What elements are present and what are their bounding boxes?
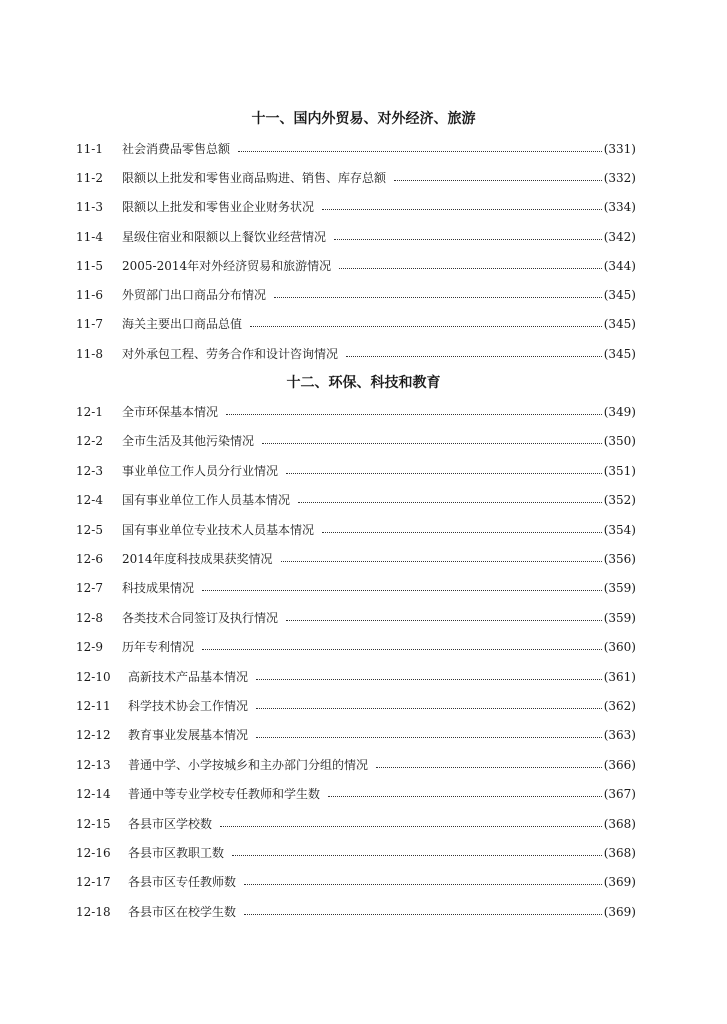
entry-number: 12-5 [76, 523, 103, 537]
entry-title: 外贸部门出口商品分布情况 [122, 288, 267, 302]
dot-leader [238, 150, 602, 152]
toc-entry[interactable] [76, 696, 636, 716]
entry-number: 12-11 [76, 699, 111, 713]
entry-title: 海关主要出口商品总值 [122, 317, 243, 331]
toc-entry[interactable] [76, 314, 636, 334]
entry-title: 普通中学、小学按城乡和主办部门分组的情况 [128, 758, 369, 772]
toc-entry[interactable] [76, 168, 636, 188]
dot-leader [376, 766, 602, 768]
entry-page: (345) [603, 317, 636, 331]
entry-page: (345) [603, 347, 636, 361]
entry-title: 各类技术合同签订及执行情况 [122, 611, 279, 625]
toc-entry[interactable] [76, 227, 636, 247]
toc-entry[interactable] [76, 197, 636, 217]
entry-title: 限额以上批发和零售业商品购进、销售、库存总额 [122, 171, 387, 185]
entry-title: 科技成果情况 [122, 581, 195, 595]
entry-title: 社会消费品零售总额 [122, 142, 231, 156]
entry-number: 11-3 [76, 200, 103, 214]
entry-page: (344) [603, 259, 636, 273]
toc-entry[interactable] [76, 784, 636, 804]
entry-title: 各县市区在校学生数 [128, 905, 237, 919]
entry-page: (367) [603, 787, 636, 801]
dot-leader [346, 355, 602, 357]
entry-number: 12-9 [76, 640, 103, 654]
toc-entry[interactable] [76, 549, 636, 569]
dot-leader [256, 678, 602, 680]
entry-number: 12-16 [76, 846, 111, 860]
entry-page: (361) [603, 670, 636, 684]
entry-title: 星级住宿业和限额以上餐饮业经营情况 [122, 230, 327, 244]
entry-title: 教育事业发展基本情况 [128, 728, 249, 742]
entry-number: 11-8 [76, 347, 103, 361]
entry-page: (360) [603, 640, 636, 654]
entry-number: 12-14 [76, 787, 111, 801]
entry-number: 11-4 [76, 230, 103, 244]
entry-number: 12-7 [76, 581, 103, 595]
entry-title: 事业单位工作人员分行业情况 [122, 464, 279, 478]
entry-number: 12-8 [76, 611, 103, 625]
entry-page: (349) [603, 405, 636, 419]
dot-leader [334, 238, 602, 240]
entry-page: (331) [603, 142, 636, 156]
section-title: 十一、国内外贸易、对外经济、旅游 [251, 111, 476, 127]
dot-leader [244, 913, 602, 915]
toc-entry[interactable] [76, 843, 636, 863]
entry-page: (354) [603, 523, 636, 537]
entry-title: 对外承包工程、劳务合作和设计咨询情况 [122, 347, 339, 361]
toc-entry[interactable] [76, 285, 636, 305]
dot-leader [256, 736, 602, 738]
entry-page: (368) [603, 846, 636, 860]
dot-leader [322, 208, 602, 210]
entry-number: 11-1 [76, 142, 103, 156]
toc-entry[interactable] [76, 490, 636, 510]
entry-title: 限额以上批发和零售业企业财务状况 [122, 200, 315, 214]
entry-number: 12-17 [76, 875, 111, 889]
entry-page: (359) [603, 611, 636, 625]
entry-page: (362) [603, 699, 636, 713]
dot-leader [202, 589, 602, 591]
entry-number: 12-15 [76, 817, 111, 831]
entry-title: 国有事业单位工作人员基本情况 [122, 493, 291, 507]
toc-entry[interactable] [76, 461, 636, 481]
dot-leader [322, 531, 602, 533]
entry-page: (332) [603, 171, 636, 185]
entry-page: (334) [603, 200, 636, 214]
entry-page: (363) [603, 728, 636, 742]
dot-leader [244, 883, 602, 885]
dot-leader [250, 325, 602, 327]
entry-title: 科学技术协会工作情况 [128, 699, 249, 713]
entry-page: (356) [603, 552, 636, 566]
entry-page: (368) [603, 817, 636, 831]
entry-title: 高新技术产品基本情况 [128, 670, 249, 684]
dot-leader [339, 267, 602, 269]
entry-number: 11-6 [76, 288, 103, 302]
toc-entry[interactable] [76, 344, 636, 364]
entry-number: 12-10 [76, 670, 111, 684]
dot-leader [281, 560, 602, 562]
toc-entry[interactable] [76, 755, 636, 775]
entry-title: 各县市区专任教师数 [128, 875, 237, 889]
dot-leader [256, 707, 602, 709]
dot-leader [262, 442, 602, 444]
toc-entry[interactable] [76, 637, 636, 657]
dot-leader [298, 501, 602, 503]
entry-page: (366) [603, 758, 636, 772]
dot-leader [220, 825, 602, 827]
dot-leader [286, 619, 602, 621]
entry-page: (350) [603, 434, 636, 448]
entry-number: 12-6 [76, 552, 103, 566]
dot-leader [274, 296, 602, 298]
entry-page: (342) [603, 230, 636, 244]
entry-number: 12-2 [76, 434, 103, 448]
entry-number: 12-18 [76, 905, 111, 919]
toc-entry[interactable] [76, 139, 636, 159]
dot-leader [232, 854, 602, 856]
entry-number: 11-7 [76, 317, 103, 331]
toc-entry[interactable] [76, 667, 636, 687]
entry-title: 全市生活及其他污染情况 [122, 434, 255, 448]
entry-number: 12-1 [76, 405, 103, 419]
entry-page: (359) [603, 581, 636, 595]
toc-entry[interactable] [76, 814, 636, 834]
section-title: 十二、环保、科技和教育 [286, 375, 441, 391]
dot-leader [286, 472, 602, 474]
entry-page: (369) [603, 905, 636, 919]
entry-page: (369) [603, 875, 636, 889]
dot-leader [328, 795, 602, 797]
entry-page: (351) [603, 464, 636, 478]
toc-entry[interactable] [76, 431, 636, 451]
entry-page: (345) [603, 288, 636, 302]
entry-title: 普通中等专业学校专任教师和学生数 [128, 787, 321, 801]
entry-number: 12-3 [76, 464, 103, 478]
entry-title: 历年专利情况 [122, 640, 195, 654]
entry-title: 各县市区学校数 [128, 817, 213, 831]
dot-leader [202, 648, 602, 650]
entry-title: 2005-2014年对外经济贸易和旅游情况 [122, 259, 332, 273]
toc-entry[interactable] [76, 872, 636, 892]
entry-page: (352) [603, 493, 636, 507]
toc-entry[interactable] [76, 256, 636, 276]
toc-entry[interactable] [76, 725, 636, 745]
toc-entry[interactable] [76, 902, 636, 922]
toc-entry[interactable] [76, 578, 636, 598]
toc-entry[interactable] [76, 608, 636, 628]
dot-leader [226, 413, 602, 415]
toc-entry[interactable] [76, 520, 636, 540]
entry-number: 11-5 [76, 259, 103, 273]
entry-number: 12-12 [76, 728, 111, 742]
entry-number: 12-4 [76, 493, 103, 507]
entry-title: 国有事业单位专业技术人员基本情况 [122, 523, 315, 537]
dot-leader [394, 179, 602, 181]
toc-entry[interactable] [76, 402, 636, 422]
entry-title: 2014年度科技成果获奖情况 [122, 552, 273, 566]
entry-title: 各县市区教职工数 [128, 846, 225, 860]
entry-number: 11-2 [76, 171, 103, 185]
entry-number: 12-13 [76, 758, 111, 772]
entry-title: 全市环保基本情况 [122, 405, 219, 419]
